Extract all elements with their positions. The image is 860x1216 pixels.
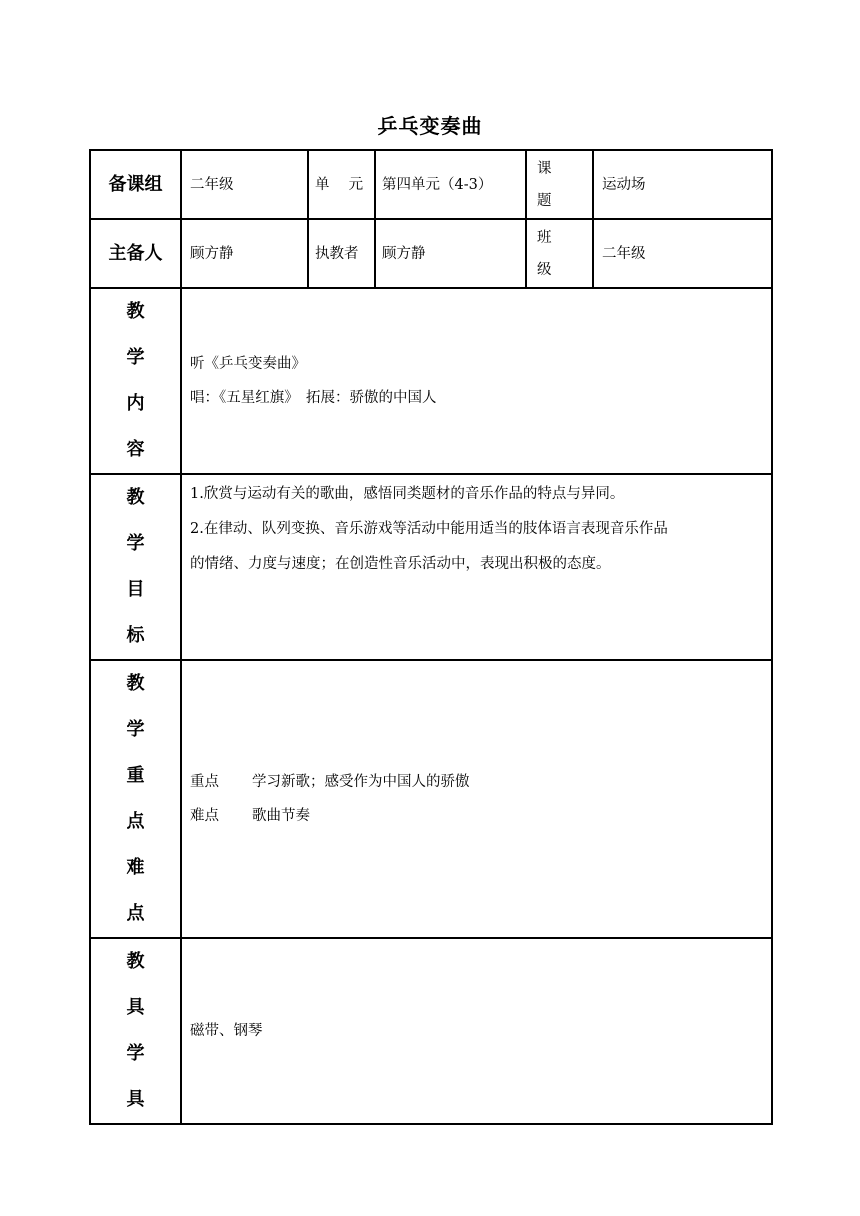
goal-line: 的情绪、力度与速度；在创造性音乐活动中，表现出积极的态度。: [190, 556, 611, 572]
value-lesson-group: 二年级: [181, 150, 308, 219]
heading-content-line: 教 学: [126, 301, 157, 368]
body-key-points: [181, 660, 772, 938]
heading-content: [90, 288, 181, 474]
heading-key-line: 教 学: [126, 673, 157, 740]
section-tools: [90, 938, 772, 1124]
label-unit: 单 元: [308, 150, 375, 219]
body-tools: 磁带、钢琴: [181, 938, 772, 1124]
heading-goals-line: 教 学: [126, 487, 157, 554]
goal-line: 2.在律动、队列变换、音乐游戏等活动中能用适当的肢体语言表现音乐作品: [190, 521, 668, 537]
heading-tools: [90, 938, 181, 1124]
body-goals: [181, 474, 772, 660]
heading-goals: [90, 474, 181, 660]
heading-tools-line: 学 具: [126, 1043, 157, 1110]
label-class-line: 班: [537, 229, 552, 246]
heading-key-line: 难 点: [126, 857, 157, 924]
key-point-text: 学习新歌；感受作为中国人的骄傲: [252, 774, 470, 790]
document-title: 乒乓变奏曲: [377, 114, 483, 138]
heading-key-points: [90, 660, 181, 938]
label-class: [526, 219, 593, 288]
value-unit: 第四单元（4-3）: [375, 150, 526, 219]
heading-content-line: 内 容: [126, 393, 157, 460]
heading-goals-line: 目 标: [126, 579, 157, 646]
goal-line: 1.欣赏与运动有关的歌曲，感悟同类题材的音乐作品的特点与异同。: [190, 486, 625, 502]
label-lesson-group: 备课组: [90, 150, 181, 219]
info-row-group: [90, 150, 772, 219]
label-topic-line: 课: [537, 160, 552, 177]
label-teacher: 执教者: [308, 219, 375, 288]
content-line: 听《乒乓变奏曲》: [190, 356, 306, 372]
label-topic-line: 题: [537, 192, 552, 209]
heading-tools-line: 教 具: [126, 951, 157, 1018]
label-class-line: 级: [537, 261, 552, 278]
section-key-points: [90, 660, 772, 938]
key-point-tag: 重点: [190, 774, 219, 790]
value-class: 二年级: [593, 219, 772, 288]
difficulty-item: [190, 799, 763, 833]
heading-key-line: 重 点: [126, 765, 157, 832]
section-content: [90, 288, 772, 474]
difficulty-text: 歌曲节奏: [252, 808, 310, 824]
body-content: [181, 288, 772, 474]
value-teacher: 顾方静: [375, 219, 526, 288]
value-topic: 运动场: [593, 150, 772, 219]
label-topic: [526, 150, 593, 219]
info-row-preparer: [90, 219, 772, 288]
key-point-item: [190, 765, 763, 799]
value-preparer: 顾方静: [181, 219, 308, 288]
difficulty-tag: 难点: [190, 808, 219, 824]
label-preparer: 主备人: [90, 219, 181, 288]
section-goals: [90, 474, 772, 660]
lesson-plan-table: [89, 149, 773, 1125]
content-line: 唱：《五星红旗》 拓展：骄傲的中国人: [190, 390, 437, 406]
